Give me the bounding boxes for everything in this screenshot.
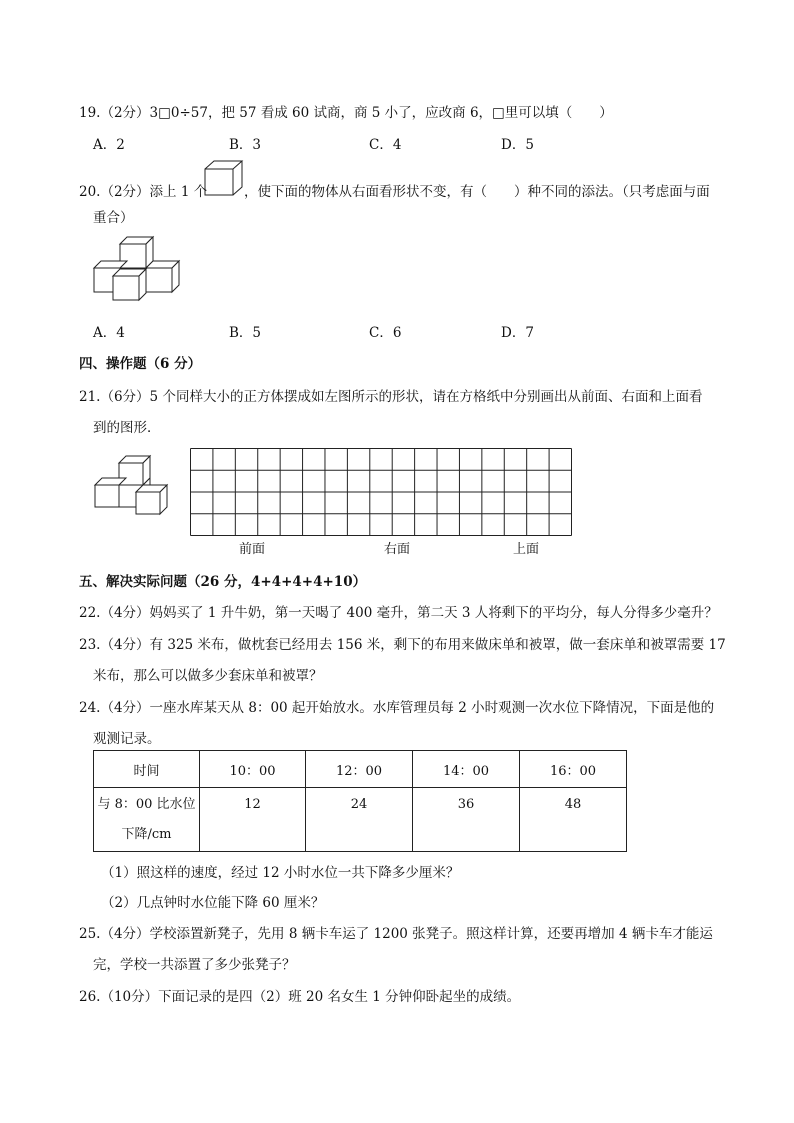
section-5-title: 五、解决实际问题（26 分，4+4+4+4+10） [79, 574, 367, 590]
row-label-line1: 与 8：00 比水位 [97, 796, 196, 812]
table-header-cell: 12：00 [306, 751, 413, 788]
table-header-row [94, 751, 627, 788]
q24-subquestion-1: （1）照这样的速度，经过 12 小时水位一共下降多少厘米？ [101, 865, 460, 881]
q20-stem-start: 20.（2分）添上 1 个 [79, 184, 208, 200]
q25-line1: 25.（4分）学校添置新凳子，先用 8 辆卡车运了 1200 张凳子。照这样计算，还要再增加 4 辆卡车才能运 [79, 926, 713, 942]
q21-line1: 21.（6分）5 个同样大小的正方体摆成如左图所示的形状，请在方格纸中分别画出从前面、右面和上面看 [79, 389, 703, 405]
q24-subquestion-2: （2）几点钟时水位能下降 60 厘米？ [101, 895, 325, 911]
q24-observation-table [93, 750, 627, 852]
q19-option-a: A．2 [93, 137, 125, 153]
table-cell: 24 [306, 788, 413, 852]
q21-cube-figure [93, 455, 179, 519]
q19-stem: 19.（2分）3□0÷57，把 57 看成 60 试商，商 5 小了，应改商 6，□里可以填（ ） [79, 105, 613, 121]
q23-line1: 23.（4分）有 325 米布，做枕套已经用去 156 米，剩下的布用来做床单和被罩，做一套床单和被罩需要 17 [79, 637, 726, 653]
row-label-line2: 下降/cm [121, 826, 172, 842]
q19-option-b: B．3 [229, 137, 262, 153]
q21-line2: 到的图形． [93, 420, 161, 436]
q20-stem-middle: ，使下面的物体从右面看形状不变，有（ ）种不同的添法。（只考虑面与面 [244, 184, 710, 200]
single-cube-icon [204, 160, 244, 196]
q25-line2: 完，学校一共添置了多少张凳子？ [93, 957, 296, 973]
table-header-cell: 14：00 [413, 751, 520, 788]
q20-option-c: C．6 [369, 325, 402, 341]
grid-label-front: 前面 [239, 542, 266, 557]
table-cell: 12 [200, 788, 306, 852]
q24-line1: 24.（4分）一座水库某天从 8：00 起开始放水。水库管理员每 2 小时观测一次水位下降情况，下面是他的 [79, 700, 715, 716]
q20-stem-end: 重合） [93, 210, 134, 226]
q26-text: 26.（10分）下面记录的是四（2）班 20 名女生 1 分钟仰卧起坐的成绩。 [79, 989, 521, 1005]
table-cell: 36 [413, 788, 520, 852]
section-4-title: 四、操作题（6 分） [79, 356, 202, 372]
table-header-cell: 16：00 [520, 751, 627, 788]
q20-option-d: D．7 [501, 325, 534, 341]
table-cell: 48 [520, 788, 627, 852]
q19-option-c: C．4 [369, 137, 402, 153]
q20-option-a: A．4 [93, 325, 125, 341]
table-header-cell: 时间 [94, 751, 200, 788]
q24-line2: 观测记录。 [93, 731, 161, 747]
q20-cube-figure [93, 236, 183, 304]
q19-option-d: D．5 [501, 137, 534, 153]
q23-line2: 米布，那么可以做多少套床单和被罩？ [93, 668, 323, 684]
grid-label-top: 上面 [513, 542, 540, 557]
q21-square-grid [190, 448, 572, 536]
grid-label-right: 右面 [384, 542, 411, 557]
q22-text: 22.（4分）妈妈买了 1 升牛奶，第一天喝了 400 毫升，第二天 3 人将剩下的平均分，每人分得多少毫升？ [79, 605, 718, 621]
table-header-cell: 10：00 [200, 751, 306, 788]
table-row [94, 788, 627, 852]
q20-option-b: B．5 [229, 325, 262, 341]
table-row-label [94, 788, 200, 852]
